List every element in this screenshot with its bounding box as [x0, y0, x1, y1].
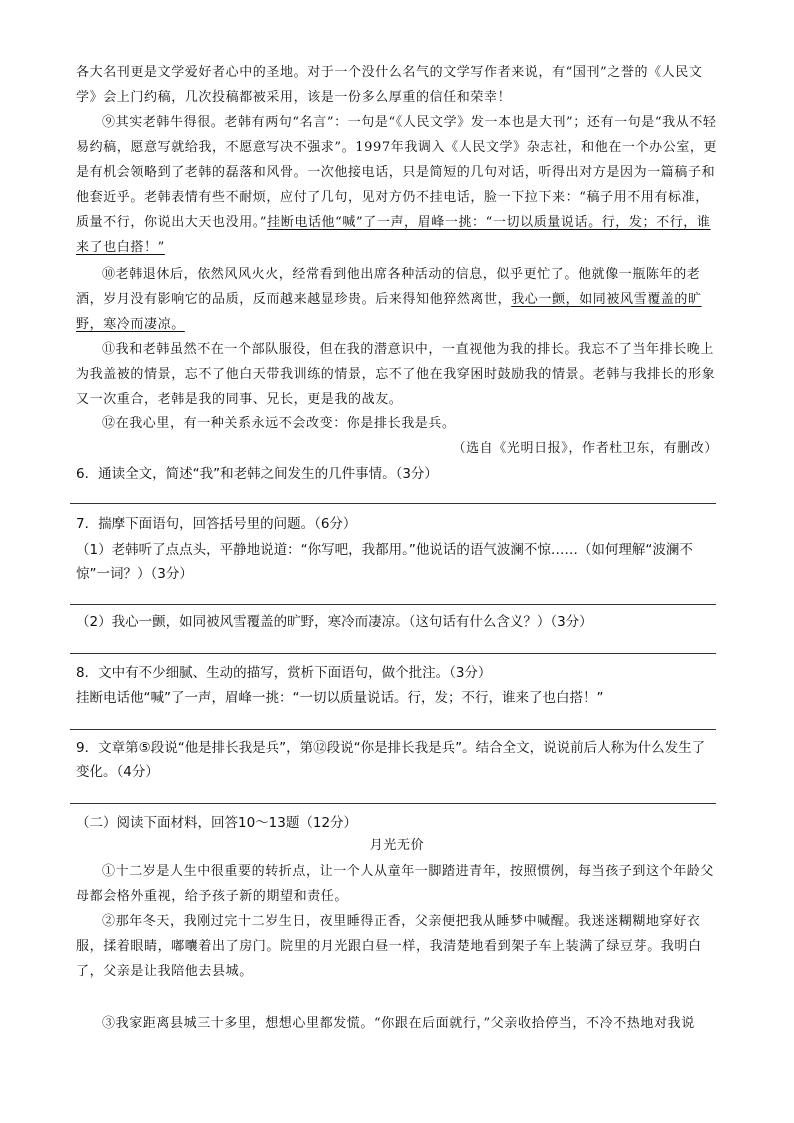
- answer-line-q9[interactable]: [70, 803, 716, 804]
- story-paragraph-9: [76, 110, 718, 260]
- story-paragraph-11: [76, 337, 718, 412]
- section-heading-text: （二）阅读下面材料，回答10～13题（12分）: [76, 815, 358, 831]
- answer-line-q8[interactable]: [70, 729, 716, 730]
- paragraph-9-text: ⑨其实老韩牛得很。老韩有两句“名言”：一句是“《人民文学》发一本也是大刊”；还有一句是“我从不轻易约稿，愿意写就给我，不愿意写决不强求”。1997年我调入《人民文学》杂志社，和他在一个办公室，更是有机会领略到了老韩的磊落和风骨。一次他接电话，只是简短的几句对话，听得出对方是因为一篇稿子和他套近乎。老韩表情有些不耐烦，应付了几句，见对方仍不挂电话，脸一下拉下来：“稿子用不用有标准，质量不行，你说出大天也没用。”: [76, 115, 718, 230]
- paragraph-text: 各大名刊更是文学爱好者心中的圣地。对于一个没什么名气的文学写作者来说，有“国刊”之誉的《人民文学》会上门约稿，几次投稿都被采用，该是一份多么厚重的信任和荣幸！: [76, 65, 703, 105]
- question-8: [76, 661, 718, 685]
- paragraph-10-text: ⑩老韩退休后，依然风风火火，经常看到他出席各种活动的信息，似乎更忙了。他就像一瓶陈年的老酒，岁月没有影响它的品质，反而越来越显珍贵。后来得知他猝然离世，: [76, 267, 701, 307]
- question-7-2: [76, 610, 718, 634]
- passage-paragraph-1: [76, 859, 718, 909]
- paragraph-text: ①十二岁是人生中很重要的转折点，让一个人从童年一脚踏进青年，按照惯例，每当孩子到这个年龄父母都会格外重视，给予孩子新的期望和责任。: [76, 864, 715, 904]
- question-7-1: [76, 538, 718, 586]
- question-text: 8．文中有不少细腻、生动的描写，赏析下面语句，做个批注。（3分）: [76, 665, 492, 681]
- question-text: （1）老韩听了点点头，平静地说道：“你写吧，我都用。”他说话的语气波澜不惊……（如何理解“波澜不惊”一词？）（3分）: [76, 542, 693, 582]
- passage-title: [76, 833, 718, 858]
- paragraph-text: ②那年冬天，我刚过完十二岁生日，夜里睡得正香，父亲便把我从睡梦中喊醒。我迷迷糊糊地穿好衣服，揉着眼睛，嘟囔着出了房门。院里的月光跟白昼一样，我清楚地看到架子车上装满了绿豆芽。我明白了，父亲是让我陪他去县城。: [76, 914, 702, 979]
- question-8-quote: [76, 686, 718, 710]
- question-text: （2）我心一颤，如同被风雪覆盖的旷野，寒冷而凄凉。（这句话有什么含义？）（3分）: [76, 614, 593, 630]
- paragraph-text: ⑫在我心里，有一种关系永远不会改变：你是排长我是兵。: [102, 416, 456, 431]
- question-6: [76, 462, 718, 486]
- title-text: 月光无价: [369, 838, 425, 853]
- question-9: [76, 736, 718, 784]
- paragraph-text: ③我家距离县城三十多里，想想心里都发慌。“你跟在后面就行，”父亲收拾停当，不冷不热地对我说: [102, 1016, 695, 1031]
- quote-text: 挂断电话他“喊”了一声，眉峰一挑：“一切以质量说话。行，发；不行，谁来了也白搭！”: [76, 690, 604, 706]
- story-paragraph-10: [76, 262, 718, 337]
- source-text: （选自《光明日报》，作者杜卫东，有删改）: [452, 441, 718, 456]
- question-7: [76, 512, 718, 536]
- section-2-heading: [76, 811, 718, 835]
- source-note: [76, 436, 718, 461]
- question-text: 9．文章第⑤段说“他是排长我是兵”，第⑫段说“你是排长我是兵”。结合全文，说说前后人称为什么发生了变化。（4分）: [76, 740, 706, 780]
- answer-line-q7-1[interactable]: [70, 604, 716, 605]
- story-paragraph-continued: [76, 60, 718, 110]
- answer-line-q6[interactable]: [70, 503, 716, 504]
- passage-paragraph-2: [76, 909, 718, 984]
- paragraph-text: [76, 110, 718, 260]
- passage-paragraph-3: [76, 1011, 718, 1036]
- paragraph-text: [76, 262, 718, 337]
- paragraph-text: ⑪我和老韩虽然不在一个部队服役，但在我的潜意识中，一直视他为我的排长。我忘不了当年排长晚上为我盖被的情景，忘不了他白天带我训练的情景，忘不了他在我穿困时鼓励我的情景。老韩与我排长的形象又一次重合，老韩是我的同事、兄长，更是我的战友。: [76, 342, 716, 407]
- question-text: 7．揣摩下面语句，回答括号里的问题。（6分）: [76, 516, 357, 532]
- paragraph-9-underlined: 挂断电话他“喊”了一声，眉峰一挑：“一切以质量说话。行，发；不行，谁来了也白搭！”: [76, 215, 711, 255]
- paragraph-10-underlined: 我心一颤，如同被风雪覆盖的旷野，寒冷而凄凉。: [76, 292, 702, 332]
- story-paragraph-12: [76, 411, 718, 436]
- question-text: 6．通读全文，简述“我”和老韩之间发生的几件事情。（3分）: [76, 466, 438, 482]
- answer-line-q7-2[interactable]: [70, 653, 716, 654]
